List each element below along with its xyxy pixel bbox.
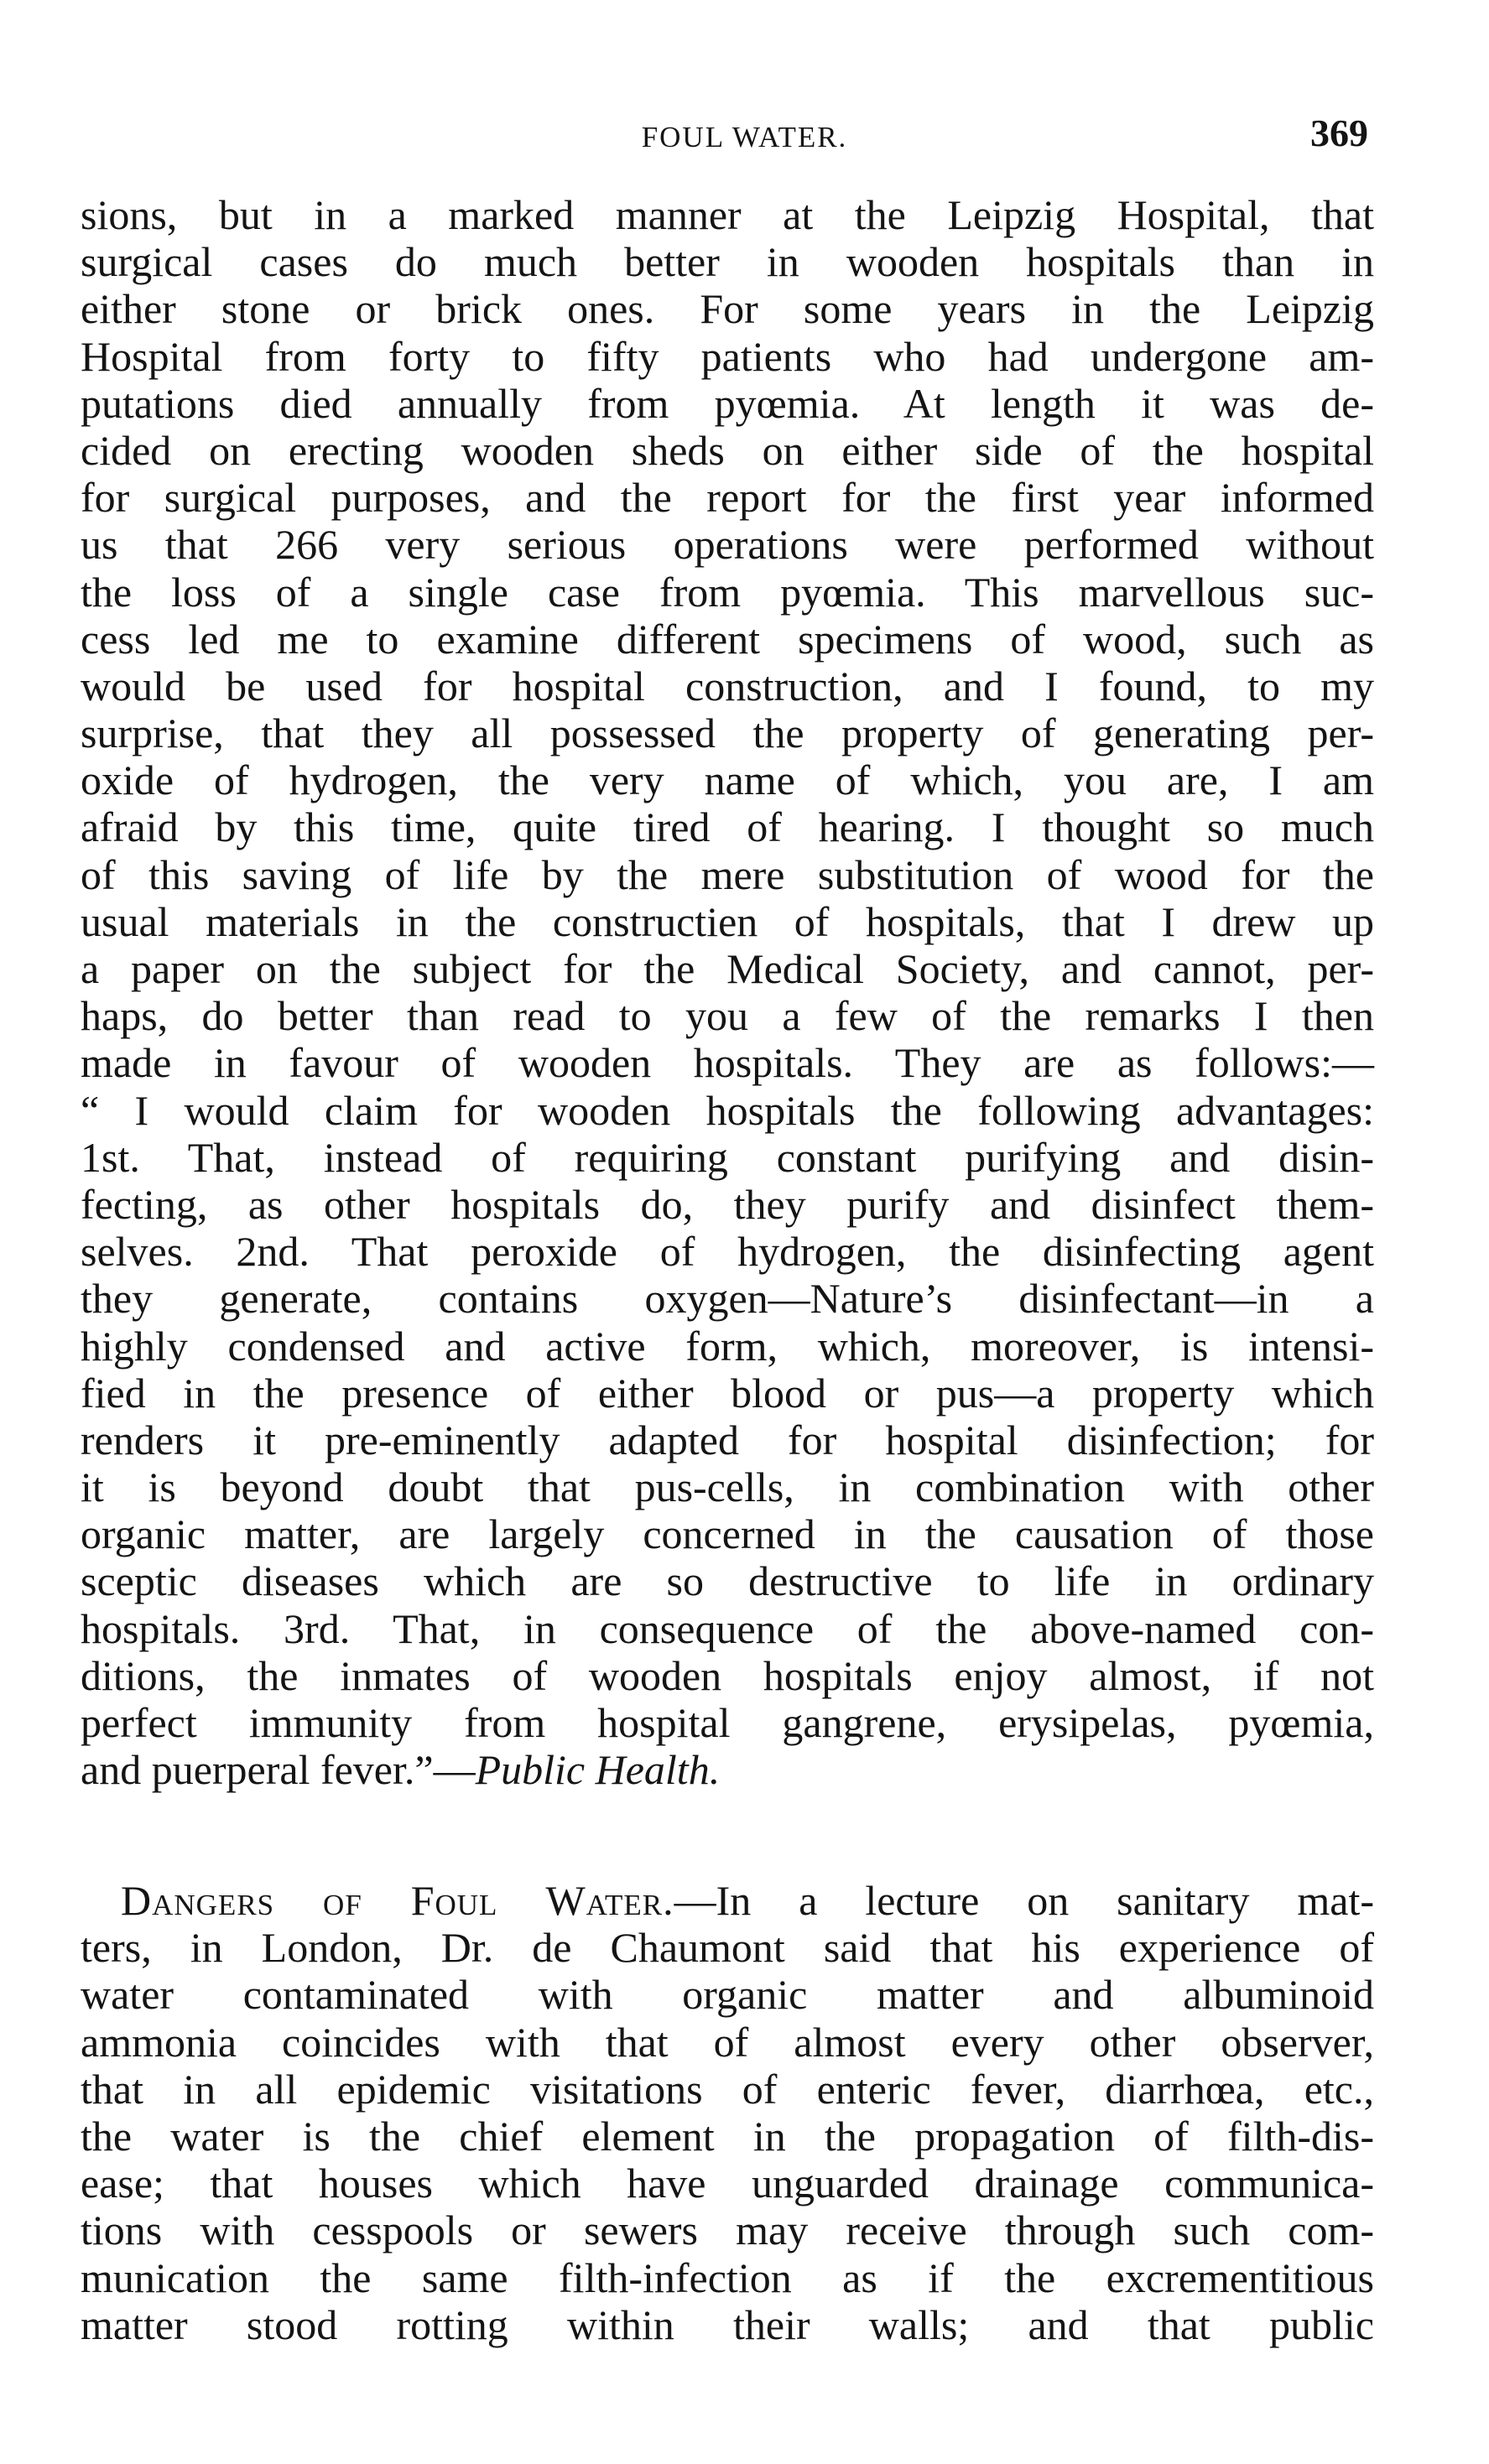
text-line: made in favour of wooden hospitals. They are as follows:— [81, 1039, 1374, 1087]
running-title: FOUL WATER. [641, 121, 848, 153]
text-line: cided on erecting wooden sheds on either side of the hospital [81, 426, 1374, 474]
text-segment: —In a lecture on sanitary mat- [674, 1877, 1374, 1924]
text-line: either stone or brick ones. For some years in the Leipzig [81, 285, 1374, 333]
text-line: 1st. That, instead of requiring constant purifying and disin- [81, 1133, 1374, 1181]
text-line: surgical cases do much better in wooden hospitals than in [81, 238, 1374, 286]
text-line: ditions, the inmates of wooden hospitals enjoy almost, if not [81, 1651, 1374, 1699]
paragraph-wooden-hospitals [81, 191, 1374, 1793]
text-line: that in all epidemic visitations of enteric fever, diarrhœa, etc., [81, 2065, 1374, 2113]
text-line: for surgical purposes, and the report for the first year informed [81, 474, 1374, 522]
text-line-first [81, 1877, 1374, 1924]
text-line: tions with cesspools or sewers may receive through such com- [81, 2207, 1374, 2254]
text-line: usual materials in the constructien of hospitals, that I drew up [81, 897, 1374, 945]
text-line: afraid by this time, quite tired of hearing. I thought so much [81, 803, 1374, 851]
text-line: a paper on the subject for the Medical Society, and cannot, per- [81, 945, 1374, 992]
text-line: selves. 2nd. That peroxide of hydrogen, the disinfecting agent [81, 1228, 1374, 1276]
text-line: putations died annually from pyœmia. At length it was de- [81, 379, 1374, 427]
text-line: of this saving of life by the mere substitution of wood for the [81, 850, 1374, 898]
text-line: highly condensed and active form, which, moreover, is intensi- [81, 1322, 1374, 1370]
text-segment: and puerperal fever.”— [81, 1746, 476, 1794]
text-line: fecting, as other hospitals do, they purify and disinfect them- [81, 1180, 1374, 1228]
text-line: cess led me to examine different specimens of wood, such as [81, 615, 1374, 663]
source-citation: Public Health. [475, 1746, 721, 1794]
running-head [0, 111, 1489, 161]
text-line: munication the same filth-infection as if the excrementitious [81, 2253, 1374, 2301]
paragraph-dangers-of-foul-water [81, 1877, 1374, 2348]
section-heading: Dangers of Foul Water. [121, 1877, 674, 1924]
text-line: hospitals. 3rd. That, in consequence of the above-named con- [81, 1604, 1374, 1652]
text-line: water contaminated with organic matter and albuminoid [81, 1971, 1374, 2019]
page-number: 369 [1310, 112, 1368, 154]
text-line: haps, do better than read to you a few of the remarks I then [81, 992, 1374, 1040]
text-line: the water is the chief element in the propagation of filth-dis- [81, 2112, 1374, 2160]
text-line: would be used for hospital construction, and I found, to my [81, 662, 1374, 710]
text-line: organic matter, are largely concerned in the causation of those [81, 1510, 1374, 1558]
text-line: they generate, contains oxygen—Nature’s disinfectant—in a [81, 1275, 1374, 1323]
text-line: matter stood rotting within their walls; and that public [81, 2300, 1374, 2348]
text-line: fied in the presence of either blood or pus—a property which [81, 1369, 1374, 1417]
text-line: sions, but in a marked manner at the Leipzig Hospital, that [81, 191, 1374, 238]
text-line: sceptic diseases which are so destructive to life in ordinary [81, 1557, 1374, 1605]
text-line: perfect immunity from hospital gangrene, erysipelas, pyœmia, [81, 1699, 1374, 1746]
text-line: “ I would claim for wooden hospitals the following advantages: [81, 1086, 1374, 1134]
text-line: ease; that houses which have unguarded drainage communica- [81, 2160, 1374, 2207]
text-line: surprise, that they all possessed the property of generating per- [81, 710, 1374, 757]
text-line-final [81, 1746, 1374, 1793]
text-line: ters, in London, Dr. de Chaumont said that his experience of [81, 1924, 1374, 1972]
text-line: Hospital from forty to fifty patients who had undergone am- [81, 332, 1374, 380]
text-line: it is beyond doubt that pus-cells, in combination with other [81, 1463, 1374, 1511]
text-line: oxide of hydrogen, the very name of which, you are, I am [81, 756, 1374, 804]
text-line: ammonia coincides with that of almost every other observer, [81, 2018, 1374, 2066]
text-line: us that 266 very serious operations were performed without [81, 521, 1374, 569]
text-line: the loss of a single case from pyœmia. This marvellous suc- [81, 568, 1374, 616]
text-line: renders it pre-eminently adapted for hospital disinfection; for [81, 1416, 1374, 1463]
